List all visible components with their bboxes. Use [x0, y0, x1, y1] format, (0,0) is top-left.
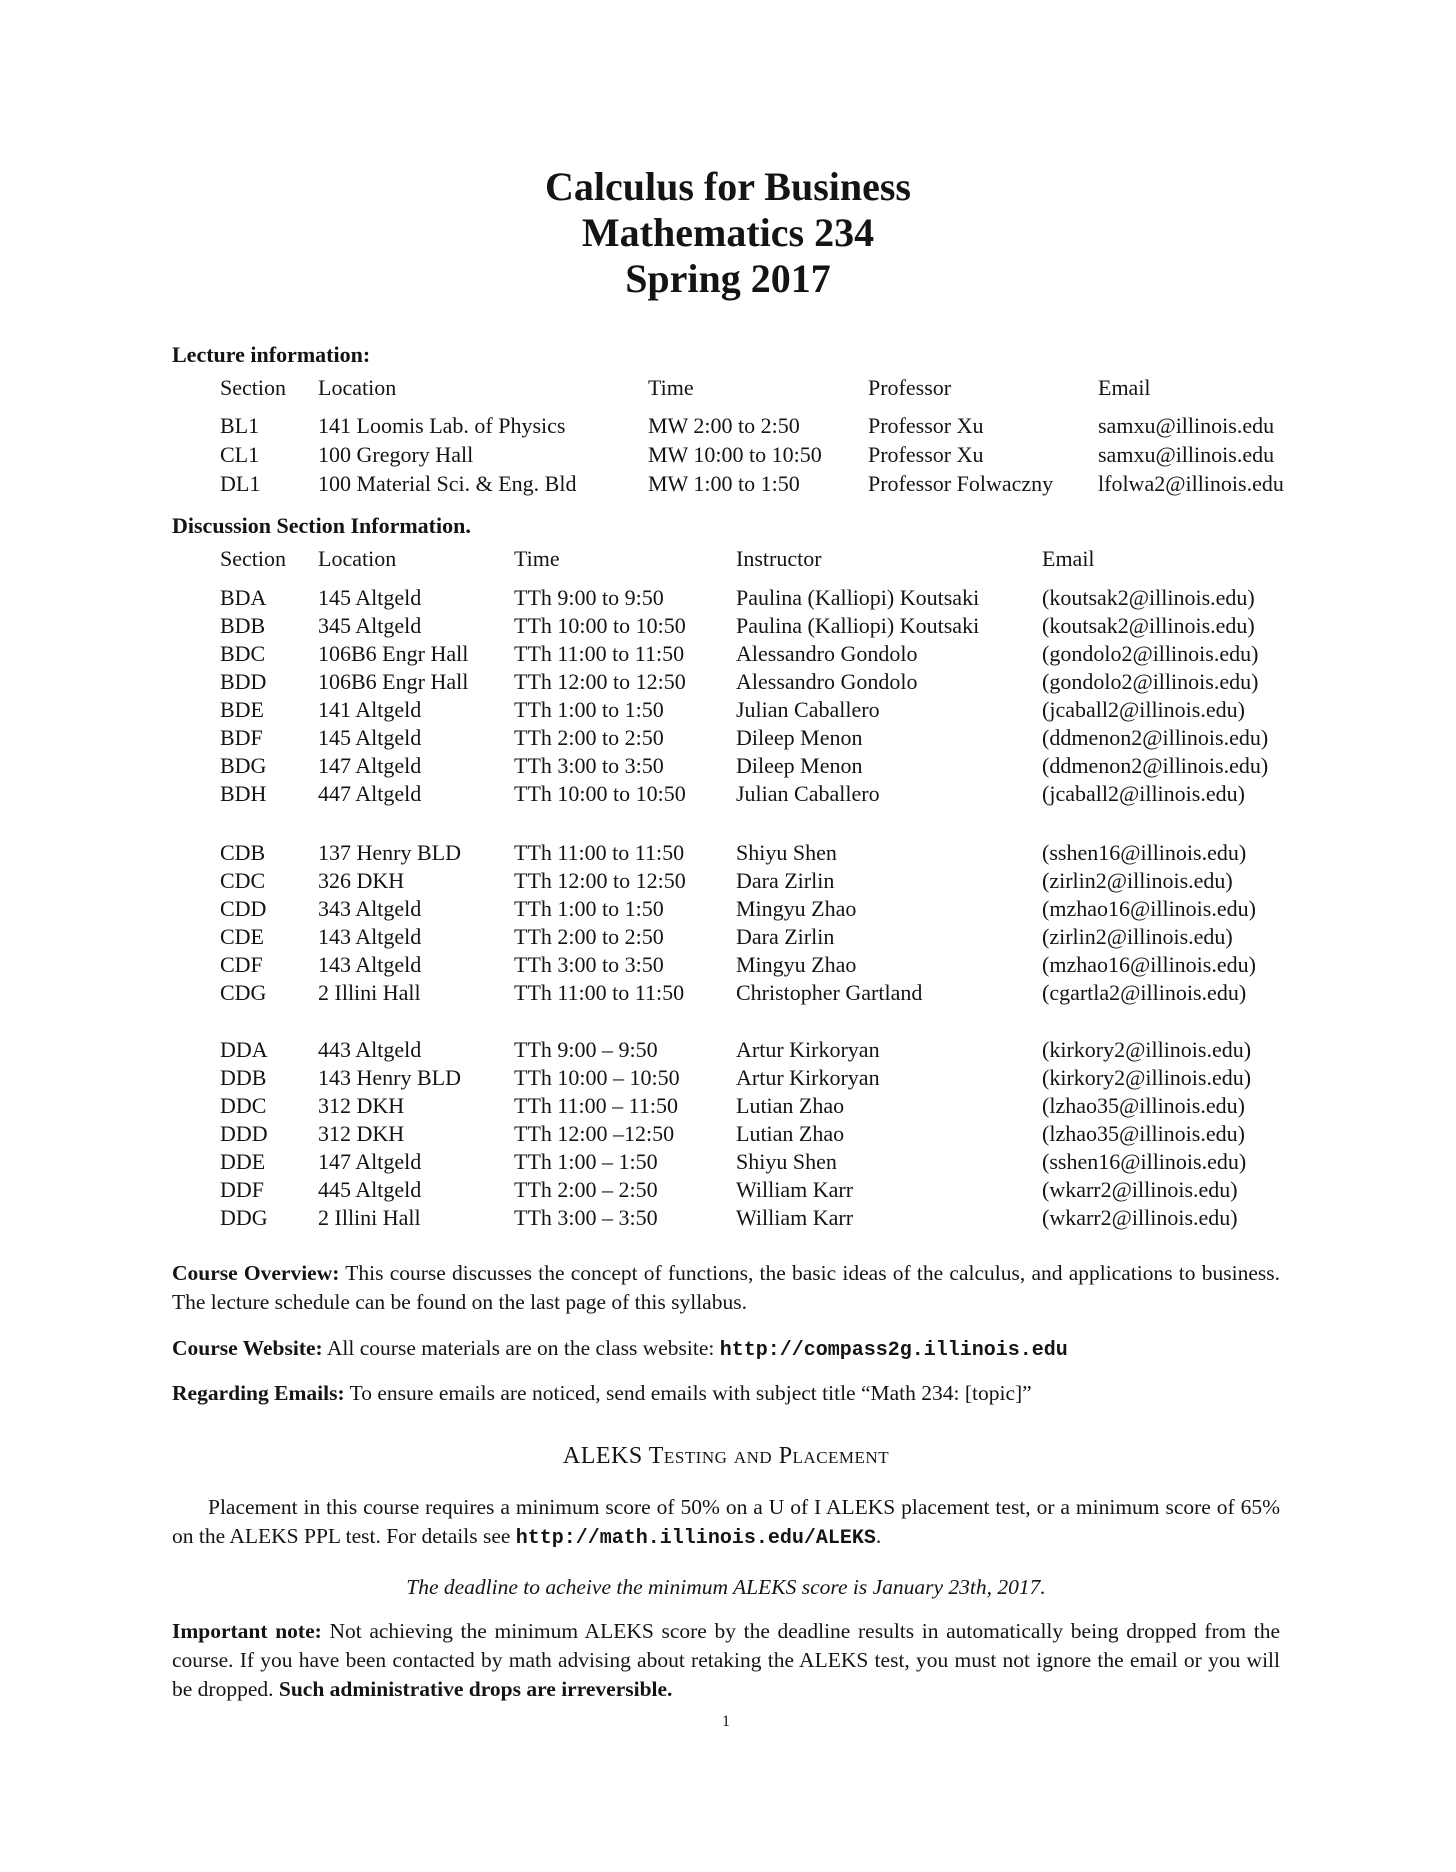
page-number: 1	[722, 1713, 730, 1730]
cell-instructor: Alessandro Gondolo	[736, 641, 918, 666]
discussion-header-row	[0, 546, 1456, 574]
cell-time: MW 2:00 to 2:50	[648, 413, 800, 438]
cell-section: BDG	[220, 753, 267, 778]
cell-instructor: Christopher Gartland	[736, 980, 923, 1005]
cell-location: 312 DKH	[318, 1121, 405, 1146]
cell-instructor: Lutian Zhao	[736, 1093, 845, 1118]
cell-instructor: Instructor	[736, 546, 822, 571]
cell-email: (ddmenon2@illinois.edu)	[1042, 753, 1269, 778]
cell-time: MW 10:00 to 10:50	[648, 442, 822, 467]
cell-email: (koutsak2@illinois.edu)	[1042, 613, 1255, 638]
cell-section: BL1	[220, 413, 260, 438]
cell-section: CDE	[220, 924, 264, 949]
cell-section: DL1	[220, 471, 261, 496]
cell-instructor: Artur Kirkoryan	[736, 1037, 880, 1062]
cell-instructor: Julian Caballero	[736, 697, 880, 722]
cell-time: TTh 1:00 to 1:50	[514, 697, 664, 722]
cell-location: 141 Loomis Lab. of Physics	[318, 413, 566, 438]
cell-time: TTh 11:00 to 11:50	[514, 641, 685, 666]
discussion-row	[0, 697, 1456, 725]
cell-section: BDD	[220, 669, 267, 694]
cell-section: DDD	[220, 1121, 268, 1146]
placement-text: Placement in this course requires a minimum score of 50% on a U of I ALEKS placement test, or a minimum score of 65% on the ALEKS PPL test. For details see	[172, 1495, 1280, 1548]
discussion-row	[0, 980, 1456, 1008]
cell-email: Email	[1042, 546, 1095, 571]
cell-section: CDB	[220, 840, 266, 865]
cell-time: TTh 10:00 to 10:50	[514, 613, 686, 638]
cell-time: TTh 2:00 – 2:50	[514, 1177, 658, 1202]
cell-location: 343 Altgeld	[318, 896, 422, 921]
cell-time: TTh 2:00 to 2:50	[514, 725, 664, 750]
aleks-heading: ALEKS Testing and Placement	[562, 1443, 890, 1469]
placement-end: .	[875, 1524, 882, 1548]
cell-time: TTh 3:00 to 3:50	[514, 753, 664, 778]
overview-text: This course discusses the concept of functions, the basic ideas of the calculus, and applications to business. The lecture schedule can be found on the last page of this syllabus.	[172, 1261, 1280, 1314]
placement-url[interactable]: http://math.illinois.edu/ALEKS	[515, 1527, 876, 1550]
cell-email: (wkarr2@illinois.edu)	[1042, 1177, 1238, 1202]
discussion-row	[0, 1037, 1456, 1065]
cell-section: CDG	[220, 980, 267, 1005]
discussion-heading: Discussion Section Information.	[172, 513, 471, 538]
course-overview	[172, 1259, 1280, 1317]
cell-section: DDE	[220, 1149, 266, 1174]
cell-email: Email	[1098, 375, 1151, 400]
cell-time: TTh 12:00 to 12:50	[514, 669, 686, 694]
cell-time: TTh 10:00 to 10:50	[514, 781, 686, 806]
discussion-row	[0, 896, 1456, 924]
cell-time: TTh 3:00 – 3:50	[514, 1205, 658, 1230]
aleks-placement	[172, 1493, 1280, 1553]
discussion-row	[0, 641, 1456, 669]
website-url[interactable]: http://compass2g.illinois.edu	[719, 1339, 1068, 1362]
cell-instructor: William Karr	[736, 1177, 854, 1202]
cell-professor: Professor Xu	[868, 442, 984, 467]
cell-section: BDF	[220, 725, 263, 750]
cell-time: TTh 9:00 to 9:50	[514, 585, 664, 610]
cell-email: (jcaball2@illinois.edu)	[1042, 697, 1245, 722]
cell-section: BDH	[220, 781, 267, 806]
discussion-row	[0, 753, 1456, 781]
cell-location: 106B6 Engr Hall	[318, 669, 469, 694]
cell-email: lfolwa2@illinois.edu	[1098, 471, 1284, 496]
discussion-row	[0, 669, 1456, 697]
cell-email: (wkarr2@illinois.edu)	[1042, 1205, 1238, 1230]
overview-label: Course Overview:	[172, 1261, 340, 1285]
lecture-header-row	[0, 375, 1456, 403]
course-website	[172, 1334, 1280, 1365]
cell-location: 443 Altgeld	[318, 1037, 422, 1062]
cell-location: Location	[318, 546, 397, 571]
cell-email: (koutsak2@illinois.edu)	[1042, 585, 1255, 610]
cell-email: (sshen16@illinois.edu)	[1042, 1149, 1247, 1174]
discussion-row	[0, 868, 1456, 896]
emails-text: To ensure emails are noticed, send emails with subject title “Math 234: [topic]”	[349, 1381, 1032, 1405]
cell-instructor: Shiyu Shen	[736, 1149, 837, 1174]
discussion-row	[0, 613, 1456, 641]
cell-location: 147 Altgeld	[318, 1149, 422, 1174]
cell-location: 143 Altgeld	[318, 952, 422, 977]
discussion-row	[0, 585, 1456, 613]
cell-location: 100 Material Sci. & Eng. Bld	[318, 471, 577, 496]
cell-instructor: Dileep Menon	[736, 753, 863, 778]
discussion-row	[0, 1205, 1456, 1233]
cell-section: Section	[220, 375, 286, 400]
discussion-row	[0, 1149, 1456, 1177]
cell-time: TTh 9:00 – 9:50	[514, 1037, 658, 1062]
cell-time: Time	[514, 546, 560, 571]
important-note	[172, 1617, 1280, 1704]
course-title: Calculus for Business	[544, 164, 911, 209]
cell-professor: Professor	[868, 375, 952, 400]
cell-email: (kirkory2@illinois.edu)	[1042, 1037, 1252, 1062]
cell-professor: Professor Xu	[868, 413, 984, 438]
cell-section: CDF	[220, 952, 263, 977]
cell-section: Section	[220, 546, 286, 571]
lecture-heading: Lecture information:	[172, 342, 371, 367]
cell-professor: Professor Folwaczny	[868, 471, 1054, 496]
cell-email: (mzhao16@illinois.edu)	[1042, 896, 1256, 921]
cell-instructor: Alessandro Gondolo	[736, 669, 918, 694]
discussion-row	[0, 725, 1456, 753]
cell-email: (gondolo2@illinois.edu)	[1042, 641, 1259, 666]
discussion-row	[0, 840, 1456, 868]
cell-email: (zirlin2@illinois.edu)	[1042, 868, 1233, 893]
cell-instructor: Shiyu Shen	[736, 840, 837, 865]
cell-section: DDA	[220, 1037, 268, 1062]
cell-section: CDC	[220, 868, 266, 893]
cell-section: CL1	[220, 442, 260, 467]
cell-email: samxu@illinois.edu	[1098, 413, 1275, 438]
cell-email: (zirlin2@illinois.edu)	[1042, 924, 1233, 949]
discussion-row	[0, 781, 1456, 809]
discussion-row	[0, 924, 1456, 952]
note-text: Not achieving the minimum ALEKS score by the deadline results in automatically being dropped from the course. If you have been contacted by math advising about retaking the ALEKS test, you must not ignore the email or you will be dropped.	[172, 1619, 1281, 1701]
cell-time: TTh 3:00 to 3:50	[514, 952, 664, 977]
lecture-row	[0, 442, 1456, 470]
cell-location: 447 Altgeld	[318, 781, 422, 806]
cell-instructor: Julian Caballero	[736, 781, 880, 806]
cell-section: BDE	[220, 697, 264, 722]
website-text: All course materials are on the class website:	[326, 1336, 715, 1360]
cell-email: (lzhao35@illinois.edu)	[1042, 1093, 1245, 1118]
cell-time: TTh 2:00 to 2:50	[514, 924, 664, 949]
cell-section: BDC	[220, 641, 266, 666]
cell-location: 145 Altgeld	[318, 585, 422, 610]
discussion-row	[0, 1093, 1456, 1121]
cell-location: 141 Altgeld	[318, 697, 422, 722]
aleks-deadline: The deadline to acheive the minimum ALEKS score is January 23th, 2017.	[406, 1575, 1046, 1599]
website-label: Course Website:	[172, 1336, 323, 1360]
cell-section: BDA	[220, 585, 267, 610]
course-term: Spring 2017	[625, 256, 831, 301]
cell-instructor: Artur Kirkoryan	[736, 1065, 880, 1090]
cell-location: 445 Altgeld	[318, 1177, 422, 1202]
cell-section: DDC	[220, 1093, 267, 1118]
cell-time: TTh 12:00 to 12:50	[514, 868, 686, 893]
cell-email: (gondolo2@illinois.edu)	[1042, 669, 1259, 694]
cell-email: (sshen16@illinois.edu)	[1042, 840, 1247, 865]
cell-time: TTh 1:00 – 1:50	[514, 1149, 658, 1174]
cell-location: 345 Altgeld	[318, 613, 422, 638]
emails-label: Regarding Emails:	[172, 1381, 345, 1405]
cell-instructor: Dara Zirlin	[736, 868, 835, 893]
discussion-row	[0, 952, 1456, 980]
cell-instructor: Dileep Menon	[736, 725, 863, 750]
cell-time: Time	[648, 375, 694, 400]
discussion-row	[0, 1065, 1456, 1093]
cell-section: DDF	[220, 1177, 265, 1202]
cell-location: 100 Gregory Hall	[318, 442, 474, 467]
discussion-row	[0, 1177, 1456, 1205]
cell-time: TTh 12:00 –12:50	[514, 1121, 675, 1146]
discussion-row	[0, 1121, 1456, 1149]
cell-location: 2 Illini Hall	[318, 980, 421, 1005]
lecture-row	[0, 471, 1456, 499]
cell-time: TTh 11:00 – 11:50	[514, 1093, 678, 1118]
cell-time: TTh 1:00 to 1:50	[514, 896, 664, 921]
cell-time: MW 1:00 to 1:50	[648, 471, 800, 496]
cell-section: BDB	[220, 613, 266, 638]
cell-instructor: Paulina (Kalliopi) Koutsaki	[736, 585, 980, 610]
course-number: Mathematics 234	[581, 210, 875, 255]
cell-location: 145 Altgeld	[318, 725, 422, 750]
cell-instructor: Lutian Zhao	[736, 1121, 845, 1146]
note-bold: Such administrative drops are irreversible.	[278, 1677, 673, 1701]
cell-instructor: Paulina (Kalliopi) Koutsaki	[736, 613, 980, 638]
cell-email: (jcaball2@illinois.edu)	[1042, 781, 1245, 806]
cell-location: 2 Illini Hall	[318, 1205, 421, 1230]
cell-location: 137 Henry BLD	[318, 840, 461, 865]
cell-time: TTh 10:00 – 10:50	[514, 1065, 680, 1090]
note-label: Important note:	[172, 1619, 322, 1643]
cell-location: 312 DKH	[318, 1093, 405, 1118]
cell-location: 106B6 Engr Hall	[318, 641, 469, 666]
cell-section: CDD	[220, 896, 267, 921]
cell-instructor: Mingyu Zhao	[736, 952, 857, 977]
cell-email: (kirkory2@illinois.edu)	[1042, 1065, 1252, 1090]
cell-instructor: Mingyu Zhao	[736, 896, 857, 921]
cell-instructor: William Karr	[736, 1205, 854, 1230]
cell-section: DDB	[220, 1065, 267, 1090]
cell-time: TTh 11:00 to 11:50	[514, 980, 685, 1005]
cell-location: 147 Altgeld	[318, 753, 422, 778]
cell-time: TTh 11:00 to 11:50	[514, 840, 685, 865]
cell-location: 326 DKH	[318, 868, 405, 893]
cell-email: (mzhao16@illinois.edu)	[1042, 952, 1256, 977]
cell-section: DDG	[220, 1205, 268, 1230]
cell-email: (ddmenon2@illinois.edu)	[1042, 725, 1269, 750]
cell-email: samxu@illinois.edu	[1098, 442, 1275, 467]
regarding-emails	[172, 1379, 1280, 1408]
cell-location: Location	[318, 375, 397, 400]
cell-email: (cgartla2@illinois.edu)	[1042, 980, 1247, 1005]
cell-instructor: Dara Zirlin	[736, 924, 835, 949]
cell-location: 143 Altgeld	[318, 924, 422, 949]
cell-email: (lzhao35@illinois.edu)	[1042, 1121, 1245, 1146]
lecture-row	[0, 413, 1456, 441]
cell-location: 143 Henry BLD	[318, 1065, 461, 1090]
